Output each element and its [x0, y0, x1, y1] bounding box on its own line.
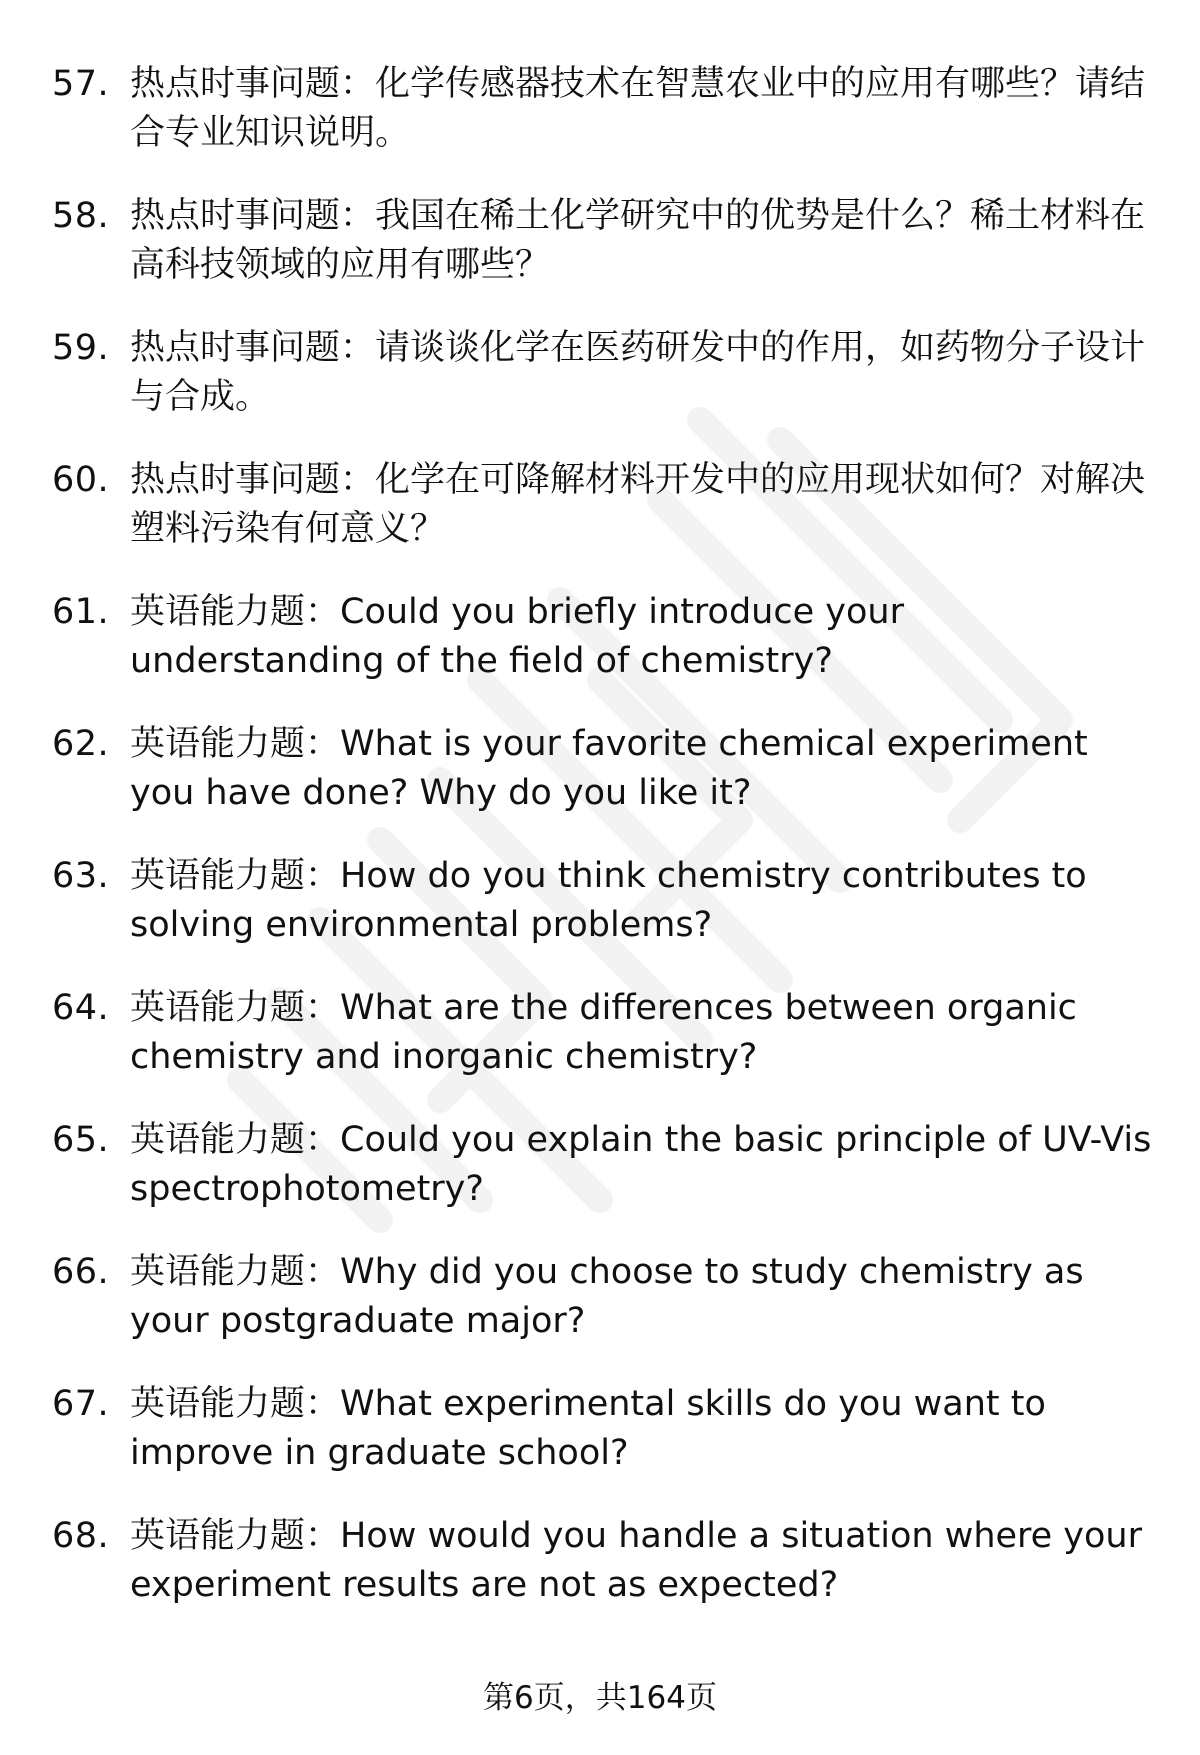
- list-item: [52, 456, 1162, 588]
- question-text: [128, 60, 1162, 158]
- list-item: [52, 1116, 1162, 1248]
- question-category: 英语能力题：: [130, 1120, 341, 1160]
- question-content: Why did you choose to study chemistry as your postgraduate major?: [130, 1252, 1084, 1341]
- question-number: 65.: [52, 1120, 110, 1160]
- list-item: [52, 60, 1162, 192]
- list-item: [52, 1248, 1162, 1380]
- list-item: [52, 1512, 1162, 1644]
- question-number: 57.: [52, 64, 110, 104]
- page-footer: 第6页，共164页: [483, 1680, 717, 1716]
- list-item: [52, 720, 1162, 852]
- question-text: [128, 588, 1162, 686]
- question-number: 60.: [52, 460, 110, 500]
- question-text: [128, 852, 1162, 950]
- question-number: 58.: [52, 196, 110, 236]
- question-content: Could you briefly introduce your understanding of the field of chemistry?: [130, 592, 904, 681]
- question-text: [128, 1116, 1162, 1214]
- question-text: [128, 720, 1162, 818]
- question-content: 化学传感器技术在智慧农业中的应用有哪些？请结合专业知识说明。: [130, 64, 1146, 153]
- question-category: 热点时事问题：: [130, 328, 376, 368]
- question-category: 英语能力题：: [130, 1516, 341, 1556]
- question-category: 热点时事问题：: [130, 64, 376, 104]
- question-content: What is your favorite chemical experiment you have done? Why do you like it?: [130, 724, 1088, 813]
- question-category: 英语能力题：: [130, 988, 341, 1028]
- question-number: 62.: [52, 724, 110, 764]
- question-content: What are the differences between organic chemistry and inorganic chemistry?: [130, 988, 1077, 1077]
- question-content: Could you explain the basic principle of UV-Vis spectrophotometry?: [130, 1120, 1152, 1209]
- question-number: 61.: [52, 592, 110, 632]
- question-text: [128, 984, 1162, 1082]
- question-text: [128, 324, 1162, 422]
- question-content: 我国在稀土化学研究中的优势是什么？稀土材料在高科技领域的应用有哪些？: [130, 196, 1146, 285]
- question-category: 热点时事问题：: [130, 196, 376, 236]
- list-item: [52, 324, 1162, 456]
- question-number: 63.: [52, 856, 110, 896]
- list-item: [52, 852, 1162, 984]
- question-category: 英语能力题：: [130, 856, 341, 896]
- question-number: 66.: [52, 1252, 110, 1292]
- question-category: 英语能力题：: [130, 724, 341, 764]
- question-content: 请谈谈化学在医药研发中的作用，如药物分子设计与合成。: [130, 328, 1146, 417]
- question-text: [128, 456, 1162, 554]
- question-category: 热点时事问题：: [130, 460, 376, 500]
- question-text: [128, 192, 1162, 290]
- list-item: [52, 984, 1162, 1116]
- question-category: 英语能力题：: [130, 592, 341, 632]
- question-content: 化学在可降解材料开发中的应用现状如何？对解决塑料污染有何意义？: [130, 460, 1146, 549]
- question-number: 67.: [52, 1384, 110, 1424]
- question-content: How do you think chemistry contributes to solving environmental problems?: [130, 856, 1087, 945]
- question-number: 64.: [52, 988, 110, 1028]
- question-list: [52, 60, 1162, 1644]
- question-category: 英语能力题：: [130, 1384, 341, 1424]
- list-item: [52, 1380, 1162, 1512]
- question-number: 68.: [52, 1516, 110, 1556]
- list-item: [52, 192, 1162, 324]
- list-item: [52, 588, 1162, 720]
- question-text: [128, 1512, 1162, 1610]
- question-content: How would you handle a situation where your experiment results are not as expected?: [130, 1516, 1143, 1605]
- question-number: 59.: [52, 328, 110, 368]
- question-text: [128, 1380, 1162, 1478]
- question-content: What experimental skills do you want to improve in graduate school?: [130, 1384, 1046, 1473]
- question-text: [128, 1248, 1162, 1346]
- question-category: 英语能力题：: [130, 1252, 341, 1292]
